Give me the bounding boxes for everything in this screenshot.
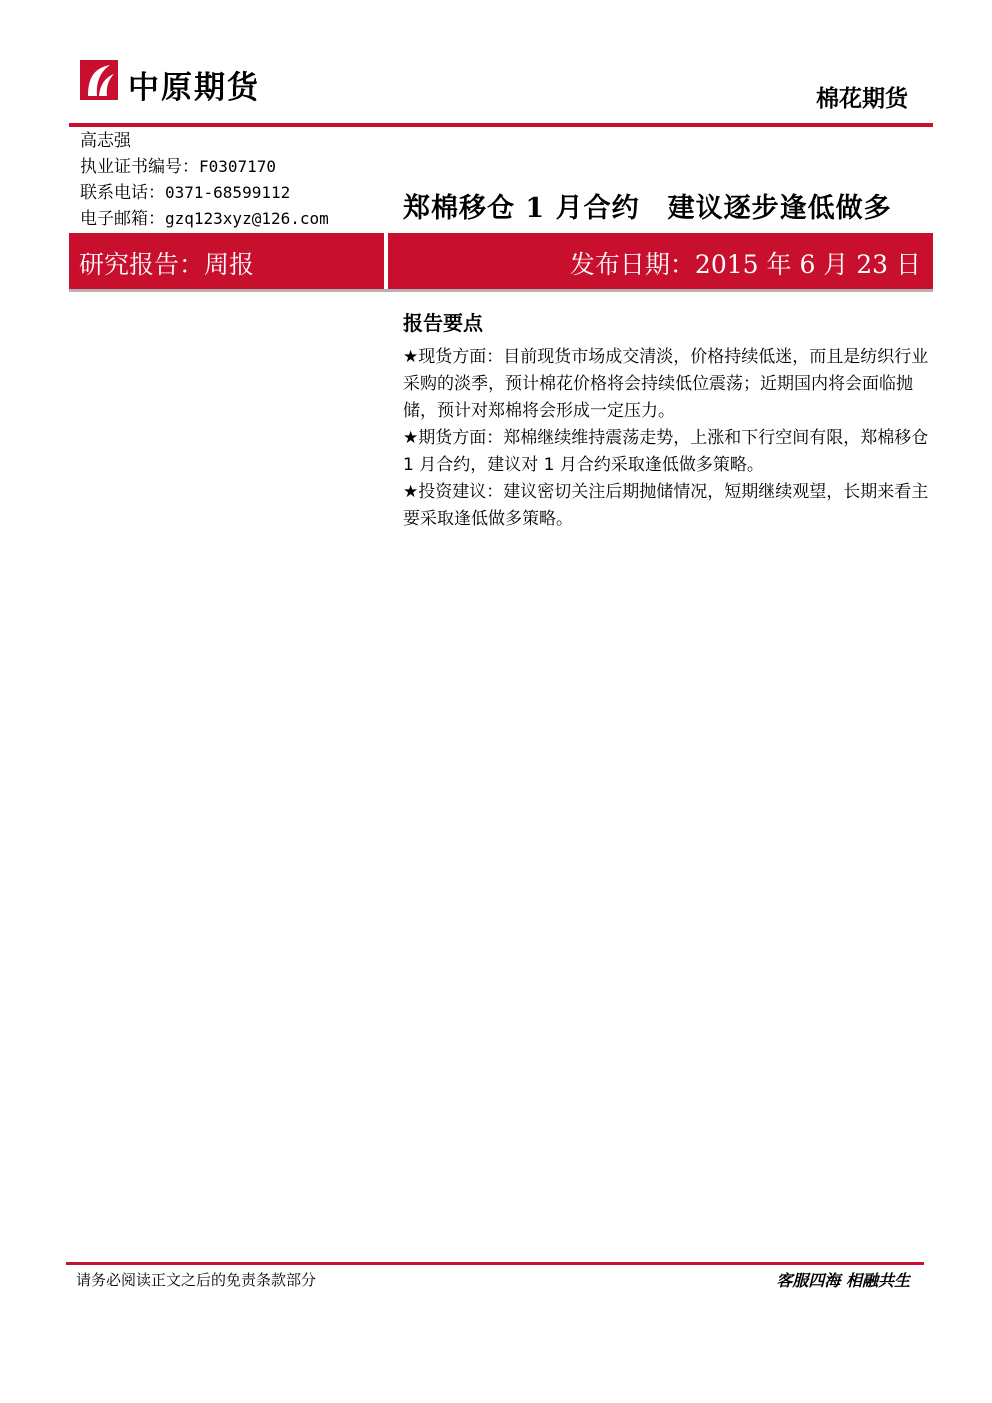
summary-point-spot: ★现货方面：目前现货市场成交清淡，价格持续低迷，而且是纺织行业采购的淡季，预计棉花价格将会持续低位震荡；近期国内将会面临抛储，预计对郑棉将会形成一定压力。 bbox=[403, 347, 929, 421]
email-value: gzq123xyz@126.com bbox=[165, 209, 329, 228]
cert-label: 执业证书编号： bbox=[80, 157, 199, 177]
logo-mark-icon bbox=[80, 60, 118, 100]
email-label: 电子邮箱： bbox=[80, 209, 165, 229]
phone-value: 0371-68599112 bbox=[165, 183, 291, 202]
logo-text: 中原期货 bbox=[128, 70, 260, 106]
report-type: 研究报告：周报 bbox=[79, 250, 255, 279]
author-cert bbox=[80, 154, 329, 180]
summary-point-advice: ★投资建议：建议密切关注后期抛储情况，短期继续观望，长期来看主要采取逢低做多策略。 bbox=[403, 482, 929, 529]
summary-points bbox=[403, 344, 931, 533]
cert-value: F0307170 bbox=[199, 157, 277, 176]
phone-label: 联系电话： bbox=[80, 183, 165, 203]
footer-rule bbox=[66, 1262, 924, 1265]
disclaimer-note: 请务必阅读正文之后的免责条款部分 bbox=[76, 1271, 317, 1289]
author-name: 高志强 bbox=[80, 131, 131, 151]
report-band bbox=[69, 233, 933, 289]
company-logo bbox=[80, 60, 300, 104]
band-divider bbox=[384, 233, 388, 289]
author-block bbox=[80, 128, 329, 232]
author-phone bbox=[80, 180, 329, 206]
company-slogan: 客服四海 相融共生 bbox=[776, 1271, 910, 1290]
author-email bbox=[80, 206, 329, 232]
publish-date: 发布日期：2015 年 6 月 23 日 bbox=[569, 250, 921, 279]
summary-point-futures: ★期货方面：郑棉继续维持震荡走势，上涨和下行空间有限，郑棉移仓 1 月合约，建议对 1 月合约采取逢低做多策略。 bbox=[403, 428, 929, 475]
report-category: 棉花期货 bbox=[816, 85, 908, 112]
header-rule bbox=[69, 123, 933, 127]
report-headline: 郑棉移仓 1 月合约 建议逐步逢低做多 bbox=[403, 193, 892, 224]
summary-title: 报告要点 bbox=[403, 311, 483, 335]
